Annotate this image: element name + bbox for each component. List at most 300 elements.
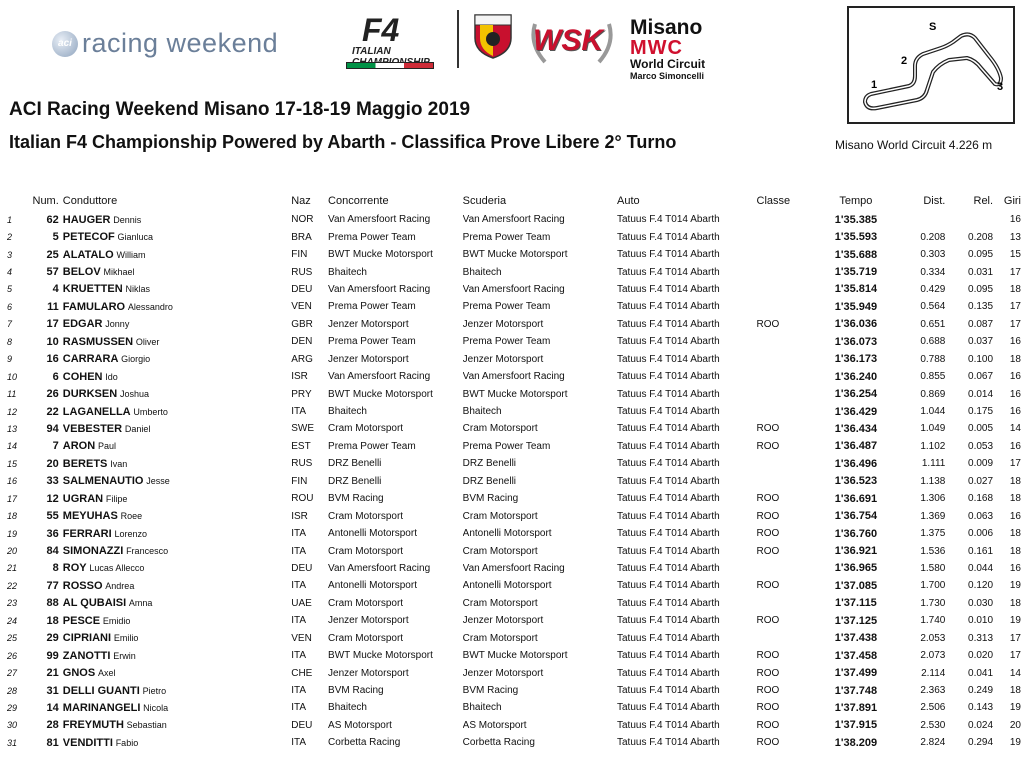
- cell-rel: 0.135: [968, 301, 994, 313]
- driver-surname: DURKSEN: [62, 388, 118, 401]
- cell-naz: RUS: [291, 266, 313, 278]
- misano-world-circuit-logo: [630, 18, 730, 90]
- italian-flag-stripe: [346, 62, 434, 69]
- cell-tempo: 1'36.240: [834, 370, 878, 383]
- cell-num: 36: [46, 527, 59, 540]
- cell-scuderia: Van Amersfoort Racing: [462, 283, 565, 295]
- driver-first-name: Lorenzo: [114, 528, 147, 539]
- cell-classe: [757, 281, 817, 298]
- cell-classe: ROO: [756, 667, 780, 679]
- table-row: [5, 490, 1023, 507]
- cell-giri: 17: [1009, 266, 1021, 278]
- table-row: [5, 717, 1023, 734]
- cell-giri: 18: [1009, 283, 1021, 295]
- driver-surname: HAUGER: [62, 213, 111, 226]
- cell-rel: 0.249: [968, 685, 994, 697]
- cell-pos: 21: [7, 563, 18, 574]
- cell-classe: ROO: [756, 580, 780, 592]
- cell-scuderia: Van Amersfoort Racing: [462, 214, 565, 226]
- circuit-info: Misano World Circuit 4.226 m: [835, 138, 993, 152]
- cell-naz: FIN: [291, 249, 308, 261]
- cell-rel: 0.313: [968, 632, 994, 644]
- cell-concorrente: Corbetta Racing: [328, 737, 401, 749]
- cell-concorrente: Prema Power Team: [328, 231, 416, 243]
- cell-tempo: 1'38.209: [834, 736, 878, 749]
- cell-dist: 1.730: [920, 597, 946, 609]
- cell-auto: Tatuus F.4 T014 Abarth: [617, 702, 720, 714]
- cell-tempo: 1'36.754: [834, 510, 878, 523]
- cell-naz: PRY: [291, 388, 312, 400]
- cell-auto: Tatuus F.4 T014 Abarth: [617, 580, 720, 592]
- cell-naz: ITA: [291, 580, 307, 592]
- header-naz: Naz: [291, 195, 311, 207]
- cell-scuderia: Cram Motorsport: [462, 545, 538, 557]
- cell-rel: 0.168: [968, 493, 994, 505]
- cell-classe: [757, 403, 817, 420]
- cell-dist: [896, 211, 946, 228]
- cell-scuderia: Jenzer Motorsport: [462, 667, 544, 679]
- cell-naz: ITA: [291, 650, 307, 662]
- misano-logo-line4: Marco Simoncelli: [630, 71, 705, 81]
- driver-first-name: Fabio: [115, 737, 139, 748]
- cell-dist: 2.363: [920, 685, 946, 697]
- cell-tempo: 1'36.691: [834, 492, 878, 505]
- cell-auto: Tatuus F.4 T014 Abarth: [617, 266, 720, 278]
- cell-scuderia: Prema Power Team: [462, 231, 551, 243]
- table-row: [5, 473, 1023, 490]
- cell-concorrente: Jenzer Motorsport: [328, 353, 409, 365]
- cell-naz: EST: [291, 440, 311, 452]
- cell-rel: 0.041: [968, 667, 994, 679]
- cell-classe: [757, 560, 817, 577]
- driver-first-name: Dennis: [113, 214, 142, 225]
- cell-rel: 0.020: [968, 650, 994, 662]
- cell-dist: 1.049: [920, 423, 946, 435]
- cell-classe: [757, 246, 817, 263]
- cell-giri: 19: [1009, 737, 1021, 749]
- cell-giri: 18: [1009, 545, 1021, 557]
- table-row: [5, 420, 1023, 437]
- cell-rel: 0.014: [968, 388, 994, 400]
- wsk-logo: [527, 16, 617, 68]
- cell-num: 99: [46, 649, 59, 662]
- cell-giri: 18: [1009, 685, 1021, 697]
- cell-num: 25: [46, 248, 59, 261]
- cell-rel: 0.095: [968, 283, 994, 295]
- f4-logo-subtext: ITALIAN: [352, 46, 391, 57]
- header-tempo: Tempo: [839, 195, 873, 207]
- cell-pos: 5: [7, 284, 13, 295]
- driver-surname: ROSSO: [62, 579, 103, 592]
- cell-driver: [63, 228, 291, 245]
- cell-scuderia: Cram Motorsport: [462, 423, 538, 435]
- aci-logo-text: racing weekend: [82, 28, 279, 58]
- driver-first-name: Emilio: [113, 633, 139, 644]
- cell-auto: Tatuus F.4 T014 Abarth: [617, 231, 720, 243]
- cell-naz: UAE: [291, 597, 312, 609]
- cell-tempo: 1'36.487: [834, 440, 878, 453]
- cell-naz: ARG: [291, 353, 313, 365]
- track-label-s: S: [929, 21, 937, 33]
- cell-classe: ROO: [756, 493, 780, 505]
- cell-classe: [757, 351, 817, 368]
- cell-pos: 3: [7, 249, 13, 260]
- cell-tempo: 1'35.949: [834, 300, 878, 313]
- cell-concorrente: BWT Mucke Motorsport: [328, 388, 433, 400]
- header-auto: Auto: [617, 195, 640, 207]
- cell-classe: [757, 595, 817, 612]
- cell-driver: [63, 542, 291, 559]
- cell-auto: Tatuus F.4 T014 Abarth: [617, 510, 720, 522]
- cell-num: 7: [52, 440, 59, 453]
- cell-num: 62: [46, 213, 59, 226]
- cell-rel: 0.010: [968, 615, 994, 627]
- cell-dist: 0.208: [920, 231, 946, 243]
- cell-dist: 1.102: [920, 440, 946, 452]
- table-row: [5, 228, 1023, 245]
- cell-concorrente: Cram Motorsport: [328, 423, 404, 435]
- cell-auto: Tatuus F.4 T014 Abarth: [617, 249, 720, 261]
- cell-num: 20: [46, 457, 59, 470]
- cell-driver: [63, 368, 291, 385]
- cell-rel: 0.009: [968, 458, 994, 470]
- cell-auto: Tatuus F.4 T014 Abarth: [617, 318, 720, 330]
- cell-driver: [63, 682, 291, 699]
- cell-tempo: 1'35.593: [834, 231, 878, 244]
- cell-scuderia: Cram Motorsport: [462, 632, 538, 644]
- aci-racing-weekend-logo: [52, 28, 278, 59]
- cell-classe: ROO: [756, 545, 780, 557]
- driver-first-name: Andrea: [105, 580, 135, 591]
- cell-num: 29: [46, 632, 59, 645]
- cell-giri: 16: [1009, 371, 1021, 383]
- cell-scuderia: Jenzer Motorsport: [462, 353, 544, 365]
- logo-banner: [0, 0, 840, 95]
- misano-logo-line2: MWC: [630, 37, 683, 59]
- track-label-1: 1: [871, 79, 878, 91]
- cell-classe: [757, 630, 817, 647]
- cell-giri: 18: [1009, 597, 1021, 609]
- cell-tempo: 1'36.173: [834, 353, 878, 366]
- driver-first-name: Daniel: [124, 423, 151, 434]
- cell-auto: Tatuus F.4 T014 Abarth: [617, 423, 720, 435]
- cell-classe: [757, 298, 817, 315]
- misano-logo-line3: World Circuit: [630, 57, 706, 71]
- cell-scuderia: BWT Mucke Motorsport: [462, 388, 568, 400]
- driver-first-name: Paul: [97, 441, 116, 452]
- cell-concorrente: Van Amersfoort Racing: [328, 371, 431, 383]
- cell-scuderia: Bhaitech: [462, 702, 502, 714]
- cell-driver: [63, 351, 291, 368]
- cell-tempo: 1'37.499: [834, 667, 878, 680]
- cell-giri: 17: [1009, 632, 1021, 644]
- cell-driver: [63, 263, 291, 280]
- cell-scuderia: Prema Power Team: [462, 440, 551, 452]
- cell-giri: 16: [1009, 440, 1021, 452]
- cell-naz: ITA: [291, 615, 307, 627]
- cell-scuderia: Antonelli Motorsport: [462, 580, 552, 592]
- cell-giri: 17: [1009, 301, 1021, 313]
- table-row: [5, 316, 1023, 333]
- cell-concorrente: Bhaitech: [328, 266, 367, 278]
- table-row: [5, 647, 1023, 664]
- cell-rel: 0.095: [968, 249, 994, 261]
- driver-surname: VENDITTI: [62, 736, 113, 749]
- cell-driver: [63, 246, 291, 263]
- cell-rel: [945, 211, 993, 228]
- cell-tempo: 1'35.385: [834, 213, 878, 226]
- driver-first-name: Niklas: [125, 284, 150, 295]
- cell-num: 5: [52, 231, 59, 244]
- cell-naz: ITA: [291, 545, 307, 557]
- driver-surname: COHEN: [62, 370, 103, 383]
- cell-rel: 0.143: [968, 702, 994, 714]
- abarth-logo: [472, 12, 514, 60]
- cell-concorrente: Van Amersfoort Racing: [328, 214, 431, 226]
- driver-first-name: Roee: [120, 511, 143, 522]
- cell-rel: 0.294: [968, 737, 994, 749]
- header-classe: Classe: [756, 195, 791, 207]
- cell-concorrente: DRZ Benelli: [328, 475, 382, 487]
- table-row: [5, 385, 1023, 402]
- cell-concorrente: Antonelli Motorsport: [328, 580, 417, 592]
- cell-driver: [63, 333, 291, 350]
- cell-num: 6: [52, 370, 59, 383]
- cell-classe: ROO: [756, 685, 780, 697]
- cell-concorrente: Van Amersfoort Racing: [328, 283, 431, 295]
- cell-num: 22: [46, 405, 59, 418]
- cell-concorrente: Cram Motorsport: [328, 545, 404, 557]
- cell-classe: [757, 368, 817, 385]
- driver-first-name: Sebastian: [126, 720, 167, 731]
- cell-giri: 18: [1009, 493, 1021, 505]
- header-scuderia: Scuderia: [462, 195, 507, 207]
- cell-naz: ISR: [291, 510, 308, 522]
- table-row: [5, 577, 1023, 594]
- cell-tempo: 1'36.965: [834, 562, 878, 575]
- cell-pos: 11: [7, 389, 17, 400]
- cell-concorrente: Jenzer Motorsport: [328, 667, 409, 679]
- cell-scuderia: Jenzer Motorsport: [462, 318, 544, 330]
- cell-dist: 2.073: [920, 650, 946, 662]
- cell-dist: 2.114: [921, 667, 946, 679]
- cell-driver: [63, 560, 291, 577]
- cell-num: 94: [46, 422, 59, 435]
- table-row: [5, 281, 1023, 298]
- driver-surname: FERRARI: [62, 527, 112, 540]
- cell-classe: [757, 333, 817, 350]
- table-row: [5, 368, 1023, 385]
- cell-auto: Tatuus F.4 T014 Abarth: [617, 283, 720, 295]
- cell-naz: BRA: [291, 231, 312, 243]
- cell-dist: 2.530: [920, 719, 946, 731]
- wsk-logo-text: WSK: [533, 24, 603, 57]
- cell-driver: [63, 525, 291, 542]
- table-row: [5, 664, 1023, 681]
- cell-concorrente: Cram Motorsport: [328, 510, 404, 522]
- cell-concorrente: BVM Racing: [328, 493, 384, 505]
- cell-rel: 0.100: [968, 353, 994, 365]
- driver-surname: ROY: [62, 562, 87, 575]
- cell-num: 10: [46, 335, 59, 348]
- cell-classe: [757, 263, 817, 280]
- cell-tempo: 1'37.458: [834, 649, 878, 662]
- cell-tempo: 1'36.434: [834, 422, 878, 435]
- driver-surname: MARINANGELI: [62, 701, 141, 714]
- cell-driver: [63, 630, 291, 647]
- cell-auto: Tatuus F.4 T014 Abarth: [617, 440, 720, 452]
- cell-pos: 10: [7, 371, 18, 382]
- cell-dist: 0.429: [920, 283, 946, 295]
- cell-pos: 19: [7, 528, 18, 539]
- cell-naz: ITA: [291, 702, 307, 714]
- cell-dist: 0.651: [920, 318, 946, 330]
- cell-classe: ROO: [756, 650, 780, 662]
- cell-naz: RUS: [291, 458, 313, 470]
- cell-driver: [63, 490, 291, 507]
- cell-classe: [757, 473, 817, 490]
- cell-scuderia: DRZ Benelli: [462, 458, 517, 470]
- cell-auto: Tatuus F.4 T014 Abarth: [617, 301, 720, 313]
- cell-classe: ROO: [756, 737, 780, 749]
- driver-surname: SIMONAZZI: [62, 545, 124, 558]
- cell-pos: 7: [7, 319, 13, 330]
- cell-classe: ROO: [756, 510, 780, 522]
- cell-naz: ITA: [291, 406, 307, 418]
- track-label-3: 3: [997, 81, 1004, 93]
- cell-rel: 0.037: [968, 336, 994, 348]
- cell-scuderia: Bhaitech: [462, 266, 502, 278]
- cell-concorrente: Bhaitech: [328, 702, 367, 714]
- cell-num: 14: [46, 701, 59, 714]
- cell-rel: 0.030: [968, 597, 994, 609]
- cell-rel: 0.087: [968, 318, 994, 330]
- driver-first-name: Ivan: [110, 458, 128, 469]
- cell-pos: 30: [7, 720, 18, 731]
- cell-auto: Tatuus F.4 T014 Abarth: [617, 737, 720, 749]
- driver-surname: FREYMUTH: [62, 719, 124, 732]
- driver-surname: LAGANELLA: [62, 405, 131, 418]
- cell-dist: 2.053: [920, 632, 946, 644]
- cell-dist: 2.824: [920, 737, 946, 749]
- driver-first-name: Umberto: [133, 406, 168, 417]
- cell-driver: [63, 664, 291, 681]
- cell-dist: 1.580: [920, 562, 946, 574]
- cell-tempo: 1'36.036: [834, 318, 878, 331]
- table-row: [5, 351, 1023, 368]
- cell-pos: 16: [7, 476, 18, 487]
- cell-rel: 0.120: [968, 580, 994, 592]
- driver-first-name: Joshua: [119, 389, 149, 400]
- table-header-row: [5, 191, 1023, 211]
- cell-concorrente: BWT Mucke Motorsport: [328, 650, 433, 662]
- cell-giri: 17: [1009, 318, 1021, 330]
- cell-tempo: 1'36.073: [834, 335, 878, 348]
- cell-tempo: 1'36.429: [834, 405, 878, 418]
- cell-driver: [63, 438, 291, 455]
- driver-first-name: Mikhael: [103, 267, 135, 278]
- cell-num: 4: [52, 283, 59, 296]
- cell-classe: [757, 385, 817, 402]
- cell-scuderia: BWT Mucke Motorsport: [462, 249, 568, 261]
- cell-dist: 1.138: [920, 475, 946, 487]
- cell-scuderia: Van Amersfoort Racing: [462, 371, 565, 383]
- cell-classe: ROO: [756, 423, 780, 435]
- cell-auto: Tatuus F.4 T014 Abarth: [617, 214, 720, 226]
- driver-first-name: Erwin: [113, 650, 136, 661]
- cell-concorrente: AS Motorsport: [328, 719, 392, 731]
- cell-num: 17: [46, 318, 59, 331]
- cell-pos: 23: [7, 598, 18, 609]
- cell-pos: 29: [7, 702, 18, 713]
- driver-first-name: Filipe: [105, 493, 128, 504]
- driver-first-name: Francesco: [126, 546, 169, 557]
- driver-surname: MEYUHAS: [62, 510, 118, 523]
- table-row: [5, 455, 1023, 472]
- header-concorrente: Concorrente: [328, 195, 389, 207]
- cell-auto: Tatuus F.4 T014 Abarth: [617, 353, 720, 365]
- cell-naz: NOR: [291, 214, 314, 226]
- cell-tempo: 1'36.496: [834, 457, 878, 470]
- cell-naz: DEU: [291, 562, 313, 574]
- cell-dist: 1.369: [920, 510, 946, 522]
- cell-pos: 2: [7, 232, 13, 243]
- driver-first-name: Pietro: [142, 685, 167, 696]
- cell-concorrente: BWT Mucke Motorsport: [328, 249, 433, 261]
- cell-classe: ROO: [756, 440, 780, 452]
- driver-first-name: Giorgio: [121, 354, 151, 365]
- driver-surname: ALATALO: [62, 248, 114, 261]
- cell-pos: 17: [7, 493, 18, 504]
- cell-naz: DEN: [291, 336, 313, 348]
- cell-concorrente: DRZ Benelli: [328, 458, 382, 470]
- cell-pos: 1: [7, 214, 13, 225]
- cell-tempo: 1'35.719: [834, 266, 878, 279]
- cell-scuderia: Cram Motorsport: [462, 510, 538, 522]
- driver-surname: EDGAR: [62, 318, 103, 331]
- cell-scuderia: BVM Racing: [462, 685, 519, 697]
- cell-num: 81: [46, 736, 59, 749]
- cell-driver: [63, 612, 291, 629]
- table-row: [5, 211, 1023, 228]
- cell-naz: FIN: [291, 475, 308, 487]
- cell-concorrente: Antonelli Motorsport: [328, 528, 417, 540]
- driver-surname: PETECOF: [62, 231, 115, 244]
- cell-dist: 1.700: [920, 580, 946, 592]
- cell-auto: Tatuus F.4 T014 Abarth: [617, 667, 720, 679]
- cell-pos: 14: [7, 441, 18, 452]
- table-row: [5, 246, 1023, 263]
- cell-dist: 1.375: [920, 528, 946, 540]
- cell-num: 8: [52, 562, 59, 575]
- cell-driver: [63, 298, 291, 315]
- cell-tempo: 1'36.523: [834, 475, 878, 488]
- cell-giri: 19: [1009, 615, 1021, 627]
- cell-giri: 20: [1009, 719, 1021, 731]
- header-giri: Giri: [1003, 195, 1021, 207]
- cell-scuderia: Antonelli Motorsport: [462, 528, 552, 540]
- cell-pos: 28: [7, 685, 18, 696]
- cell-auto: Tatuus F.4 T014 Abarth: [617, 685, 720, 697]
- cell-driver: [63, 385, 291, 402]
- cell-tempo: 1'36.921: [834, 545, 878, 558]
- table-row: [5, 595, 1023, 612]
- cell-num: 18: [46, 614, 59, 627]
- driver-surname: UGRAN: [62, 492, 104, 505]
- cell-auto: Tatuus F.4 T014 Abarth: [617, 562, 720, 574]
- cell-scuderia: DRZ Benelli: [462, 475, 517, 487]
- cell-tempo: 1'35.814: [834, 283, 878, 296]
